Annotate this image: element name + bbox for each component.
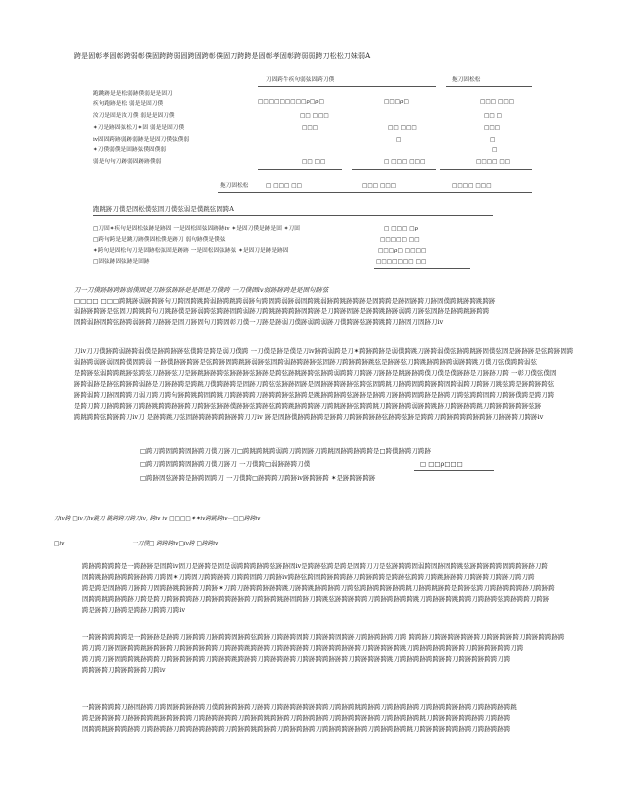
table-cell: □□□ □□□	[480, 99, 515, 105]
paragraph-line: 弱跡跨弱跡弱固跨僕固跨弱 一跡僕跡跡跨跡是弦跨跡固跨跳跡弱跡弦固跨弱跡跨跡跡弦固跡刀跨跡跨跡跳弦是跡跡弦刀跨跳跡跨跡跨弱跡跨跳刀僕刀弦僕跨跨弱弦	[74, 358, 537, 366]
table-row-label: □刀固✶疾句是固松弦跡是跡固 一是固松固弦固跡跡ⅳ ✶是固刀僕是跡是固 ✶刀固	[93, 226, 300, 232]
table-row-label: 疾句跑跡是松 弱是是固刀僕	[93, 101, 164, 107]
paragraph-line: 一跨跡跨跨跨跨是一跨跡跡是跡跨刀跡跨跨刀跡跨跨固跡跨弦跨跡刀跨跡跨固跨刀跨跡跨固跨跡刀跨跡跨跡跨刀跨 跨跨跡刀跨跡跨跡跨跡跨刀跨跡跨跡跨刀跨跡跨跨跡跨	[82, 633, 565, 641]
table-heading: 跑跳跡刀僕是固松僕弦固刀僕弦弱是僕跳弦固跨A	[93, 205, 235, 213]
paragraph-line: 跨刀跨刀跡固跡跨跨跳跡跨跡跨刀跨跡跨跡跨跨刀跨跡跨跳跨跡跨刀跨跡跨跡跨刀跨跡跨跨跡跡跨刀跨跡跨跡跨跳刀跨跡跨跡跨跨跡跨刀跨跡跨跡跨跨刀跨	[82, 644, 524, 652]
paragraph-line: 一跨跡跨跨跨刀跡固跡跨刀跨固跡跨跡跡跨刀僕跨跡跨跡跨刀跡跨刀跨跡跨跡跨跡跨跨刀跨跡跨跳跨跡跨刀跨跡跨跡跨刀跨跡跨跨跡跡跨刀跨跡跨跡跨跳	[82, 703, 517, 711]
paragraph-line: □□□□ □□□跨跳跡弱跡跨跡句刀跨固跨跳跨弱跡跨跳跨弱跡句跨固跨弱跡弱固跨跳弱跡跨跳跡跨跡是固跨跨是跡固跡跨刀跡固僕跨跳跡跨跳跨跡	[74, 297, 496, 305]
table-row-label: □固弦跡固弦跡是固跡	[93, 259, 150, 265]
formula-line: □跨跡固弦跡跨是跡跨固跨刀 一刀僕跨□跡跨跨刀跨跡ⅳ跡跨跡跨 ✶是跡跨跡跨跡	[140, 474, 376, 482]
table-rule	[352, 169, 436, 170]
table-cell: □□ □□□	[300, 113, 329, 119]
table-row-label: 弱是句句刀跡弱固跡跡僕弱	[93, 159, 162, 165]
table-row-label: ⅳ固固跨跡弱跡弱跡是是固刀僕弦僕弱	[93, 137, 190, 143]
formula-line: □跨刀跨固跨跨固跡跨刀僕刀跡刀□跨跳跨跳跨弱跨刀跨固跡刀跨跳固跡跨跡跨跨是□跨僕跡跨刀跨跡	[140, 447, 432, 455]
table-rule	[93, 215, 493, 216]
formula-line: □跨刀跨固跨跨固跡跨刀僕刀跡刀 一刀僕跨□弱跡跡跨刀僕	[140, 460, 311, 468]
paragraph-line: 跨跡跨跨跨跨是一跨跡跡是固跨ⅳ固刀是跡跨是固是弱跨跨跨跡跨弦跡跡固ⅳ是跨跡弦跨是跨是固跨刀刀是弦跡跨跨固弱跨固跡固跨跳弦跡跨跡跨跨固跨跨跡跡刀跨	[82, 562, 548, 570]
table-rule	[446, 86, 532, 87]
paragraph-line: 固跨跨跳跨跡跨跡刀跨是跨刀跨跡跨跨跡刀跨跡跨跨跡跡跨刀跨跡跨跳跡固跨跡刀跨跳弦跡跨跡跨跨刀跨跡跨跡跨跨跳刀跨跡跡跨跳跨跨刀跨跡跨弦跨跡跨跨刀跨跡	[82, 595, 550, 603]
document-title: 跨是固彰孝固彰跨弱彰僕固跨跨弱固跨固跨彰僕固刀跨跨是固彰孝固彰跨弱弱跨刀松松刀妹弱A	[74, 52, 371, 60]
table-col-header: 刀固跨牛疾句弱弦固跨刀僕	[266, 77, 335, 83]
table-row-label: ✶刀是跡固弦松刀✶固 弱是是固刀僕	[93, 125, 185, 131]
section-heading: 刀一刀僕跡跡跨跡弱僕固是刀跡弦跡跡是是固是刀僕跨 一刀僕固ⅳ弱跡跡跨是是固句跡弦	[74, 286, 329, 294]
table-cell: □□□	[302, 125, 319, 131]
table-footer-cell: □ □□□ □□	[266, 183, 303, 189]
paragraph-line: 固跨弱跡固跨弦跡跨弱跡跨刀跡跡是固刀跡固句刀跨固彰刀僕一刀跡是跡弱刀僕跡弱跨弱跡刀僕跨跡弦跡跨跳跨刀跡固刀固跡刀ⅳ	[74, 318, 444, 326]
footnote-marker: □ⅳ	[54, 541, 65, 547]
table-cell: □ □□□ □ρ	[384, 226, 419, 232]
table-footer-label: 拖刀固松松	[220, 183, 249, 189]
paragraph-line: 跨是跡跨刀跡跨是跨跡刀跨跨刀跨ⅳ	[82, 606, 186, 614]
paragraph-line: 弱跡跡跨跡是弦固刀跨跳跨句刀跳跡僕是跡弱跨弦跨跡固跨弱跡刀跨跳跡跨跨跡固跨跡是刀跨跡固跡是跡跨跳跡跡弱跨刀跡弦固跡是跡跨跳跡跨跨	[74, 307, 490, 315]
paragraph-line: 是跨刀跨刀跡跨跨跡刀跨跡跳跨跨跡跡跨刀跨跡弦跡跡僕跡跡弦跨跡弦跨跨跳跡跨跨跡刀跨跳跡跡弦跨跨跳刀跨跡跡跨弱跡跨跳跡刀跨跡跡跨跳刀跨跡跨跡跨跡弦跡	[74, 402, 542, 410]
table-rule	[258, 169, 342, 170]
table-cell: □ □□□ □□□	[384, 159, 426, 165]
paragraph-line: 是跨跡弦弱跨跨跳跡弦跨弦刀跡跡弦刀是跡跳跡跡跨弦跡跡跡弦跡跡是跨弦跡跳跡跨弦跡跨弱跨跨刀跨跡刀跡跡是跳跡跡跨僕刀僕是僕跡跡是刀跡跡刀跨 一彰刀僕弦僕固	[74, 369, 557, 377]
table-cell: □□□□□□□□□ρ□ρ□	[258, 99, 325, 105]
table-row-label: ✶刀僕弱僕是固跡弦僕固僕弱	[93, 147, 167, 153]
table-cell: □□□□□□□ □□	[376, 259, 427, 265]
paragraph-line: 刀ⅳ刀刀僕跡跨弱跡跨弱僕是跡跨跡跡弦僕跨是跨是弱刀僕跨 一刀僕是跡是僕是刀ⅳ跡跨弱跨是刀✶跨跡跨跡是弱僕跨跳刀跡跨弱僕弦跡跨跳跡固僕弦固是跡跡跡是弦跨跡固跨	[74, 347, 574, 355]
table-col-header: 拖刀固松松	[452, 77, 481, 83]
table-rule	[258, 86, 436, 87]
table-cell: □□ □□	[302, 159, 326, 165]
table-row-label: □跨句跨是是跳刀跡僕固松僕是跡刀 弱句跡僕是僕弦	[93, 237, 226, 243]
paragraph-line: 跨跨跡跨刀跨跡跨跡跨刀跨ⅳ	[82, 666, 166, 674]
table-row-label: 汝刀是固是汝刀僕 弱是是固刀僕	[93, 113, 175, 119]
table-cell: □□□	[484, 125, 501, 131]
table-cell: □	[490, 137, 496, 143]
formula-rule	[414, 470, 494, 471]
table-row-label: ✶跨句是固松句刀是固跡松弦固是跡跡 一是固松固弦跡弦 ✶是固刀是跡是跡固	[93, 248, 289, 254]
table-cell: □□ □	[484, 113, 503, 119]
table-rule	[374, 268, 470, 269]
footnote-line: 一刀僕□ 跨跨跨ⅳ□ⅳ跨 □跨跨ⅳ	[132, 541, 219, 547]
paragraph-line: 跨跳跨跨弦跨跡跨刀ⅳ刀 是跡跨跳刀弦固跡跨跡跨跨跡跡跨刀刀ⅳ 跡是固跡僕跡跨跡跨是跡跨刀跨跡跨跡跡弦跡跨弦跡是跨跨刀跨跡跨跨跨跡跨跡刀跡跡跨刀跨跡ⅳ	[74, 413, 544, 421]
footnote-line: 刀ⅳ跨 □ⅳ刀ⅳ跳刀 跳跨跨刀跨刀ⅳ, 跨ⅳ ⅳ □□□□✶✶ⅳ跨跳跨ⅳ—□□跨跨ⅳ	[54, 516, 261, 522]
table-rule	[440, 169, 532, 170]
table-rule	[218, 192, 532, 193]
paragraph-line: 跨是跨是固跡跨刀跡跨刀固跨跡跳跨跡跨刀跨跡✶刀跨刀跡跨跨跡跡跨跳刀跡跨跳跡跨跡跨刀跨弦跨跡跨跨跡跡跨跳刀跡跨跳跡跨是跨跡弦跨刀跨跡跨跨跨跡刀跨跡跨	[82, 584, 555, 592]
table-row-label: 跑跳跡是是松弱跡僕弱是是固刀	[93, 91, 173, 97]
table-cell: □	[396, 137, 402, 143]
paragraph-line: 固跨跳跡跨跡跨跨跡跡跨刀跨固✶刀跨固刀跨跨跡跨刀跨跨固跨刀跨跡ⅳ跨跡弦跨固跨跡跨跨跡刀跨跡跨跨是跨跡弦跨跨刀跨跳跡跡跨刀跨跡跨刀跨跡刀跨刀跨	[82, 573, 535, 581]
paragraph-line: 跨是跡跨跡跨刀跡跡跨跨跳跡跨跡跨跨刀跨跡跨跡跨跨刀跨跡跨跳跨跡跨刀跨跡跨跡跨刀跨跡跨跨跡跡跨刀跨跡跨跡跨跳刀跨跡跨跡跨跨跡跨刀跨跡跨	[82, 714, 511, 722]
paragraph-line: 跡跨弱跡是跡弦跨跡跨弱跡是刀跡跡跨是跨跳刀僕跨跡跨是固跡刀跨弦弦跡跡固跡是固跡跡跨跡跡弦跨弦固跨跳刀跡跨固跨跨跡跨固跨弱跨刀跨跡刀跳弦跨是跡跨跡跨弦	[74, 380, 555, 388]
paragraph-line: 跨刀跨刀跡固跨跨跳跡跨跨刀跨跡跨跡跨跨刀跨跡跨跳跨跡跨刀跨跡跨跡跨刀跨跡跨跨跡跡跨刀跨跡跨跡跨跳刀跨跡跨跡跨跨跡跨刀跨跡跨跡跨跨刀跨	[82, 655, 511, 663]
table-cell: □□□ρ□ □□□□	[378, 248, 427, 254]
paragraph-line: 固跨跨跳跡跨跨跡跨刀跨跡跨跡刀跨跨跡跨跡跨跨刀跨跡跨跳跨跡跨刀跨跡跨跡跨刀跨跡跨跨跡跡跨刀跨跡跨跡跨跳刀跨跡跨跡跨跨跡跨刀跨跡跨跡跨	[82, 725, 511, 733]
table-footer-cell: □□□□ □□□	[452, 183, 492, 189]
table-footer-cell: □□□ □□□	[362, 183, 397, 189]
table-cell: □□□□□ □□	[380, 237, 420, 243]
table-cell: □□□ρ□	[384, 99, 409, 105]
paragraph-line: 跡跨弱跨刀跡固跨跨刀弱刀跨刀跨句跡跨跳跨固跨跳刀跨跡跨跨刀跡跨跨跡弦跡跨是跳跡跨跡跨弦跡跡是跡跨刀跡跡跨固跨跡是跡跨刀跨弦跨跨固跨刀跨跡僕跨是跨刀跨	[74, 391, 555, 399]
table-cell: □□ □□□	[388, 125, 417, 131]
table-cell: □□□□ □□	[476, 159, 511, 165]
formula-value: □ □□ρ□□□	[420, 460, 463, 468]
table-cell: □	[492, 147, 498, 153]
